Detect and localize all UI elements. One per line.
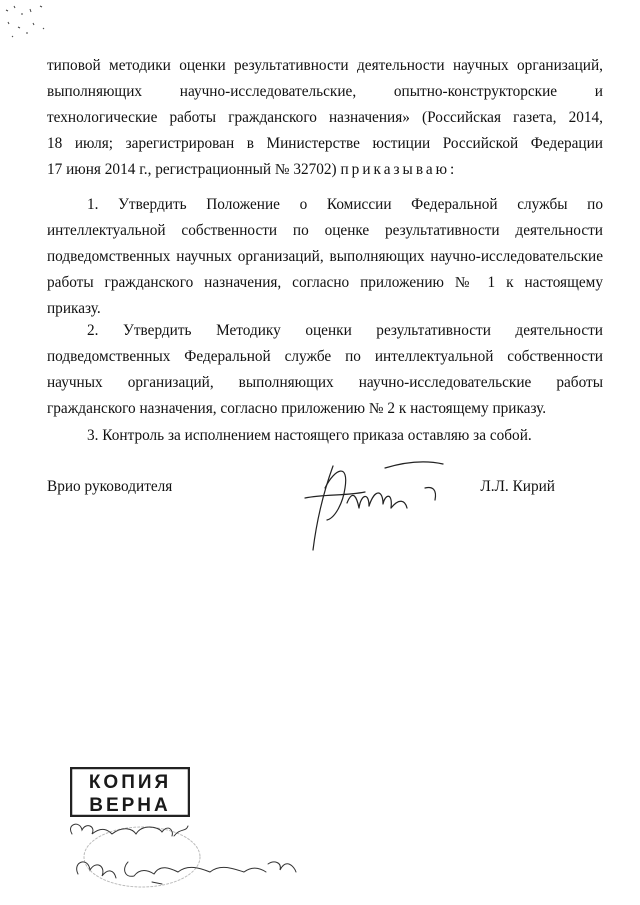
item-line: подведомственных Федеральной службе по интеллектуальной собственности [47,348,603,365]
intro-last-prefix: 17 июня 2014 г., регистрационный № 32702) [47,161,341,178]
item-line: 3. Контроль за исполнением настоящего приказа оставляю за собой. [87,427,532,444]
intro-line: выполняющих научно-исследовательские, опытно-конструкторские и [47,83,603,100]
intro-line: 18 июля; зарегистрирован в Министерстве юстиции Российской Федерации [47,135,603,152]
intro-line: типовой методики оценки результативности деятельности научных организаций, [47,57,603,74]
svg-text:ВЕРНА: ВЕРНА [89,795,171,816]
order-item-2 [47,318,603,422]
handwritten-signature [265,458,465,568]
svg-text:КОПИЯ: КОПИЯ [88,772,172,793]
signatory-name: Л.Л. Кирий [480,478,555,495]
item-line: научных организаций, выполняющих научно-исследовательские работы [47,374,603,391]
item-line: 1. Утвердить Положение о Комиссии Федеральной службы по [87,196,603,213]
signatory-title: Врио руководителя [47,478,173,495]
order-item-1 [47,192,603,322]
intro-last-line [47,157,603,183]
order-item-3 [47,423,603,449]
item-line: подведомственных научных организаций, выполняющих научно-исследовательские [47,248,603,265]
copy-certified-stamp [70,767,190,817]
order-word: приказываю: [340,161,458,178]
intro-paragraph [47,53,603,183]
item-line: работы гражданского назначения, согласно приложению № 1 к настоящему [47,274,603,291]
handwritten-certification [62,812,322,894]
item-line: интеллектуальной собственности по оценке результативности деятельности [47,222,603,239]
scan-artifact-marks [0,0,70,45]
signature-block [47,478,603,568]
item-line: 2. Утвердить Методику оценки результативности деятельности [87,322,603,339]
item-line: приказу. [47,300,101,317]
item-line: гражданского назначения, согласно приложению № 2 к настоящему приказу. [47,400,547,417]
intro-line: технологические работы гражданского назначения» (Российская газета, 2014, [47,109,603,126]
